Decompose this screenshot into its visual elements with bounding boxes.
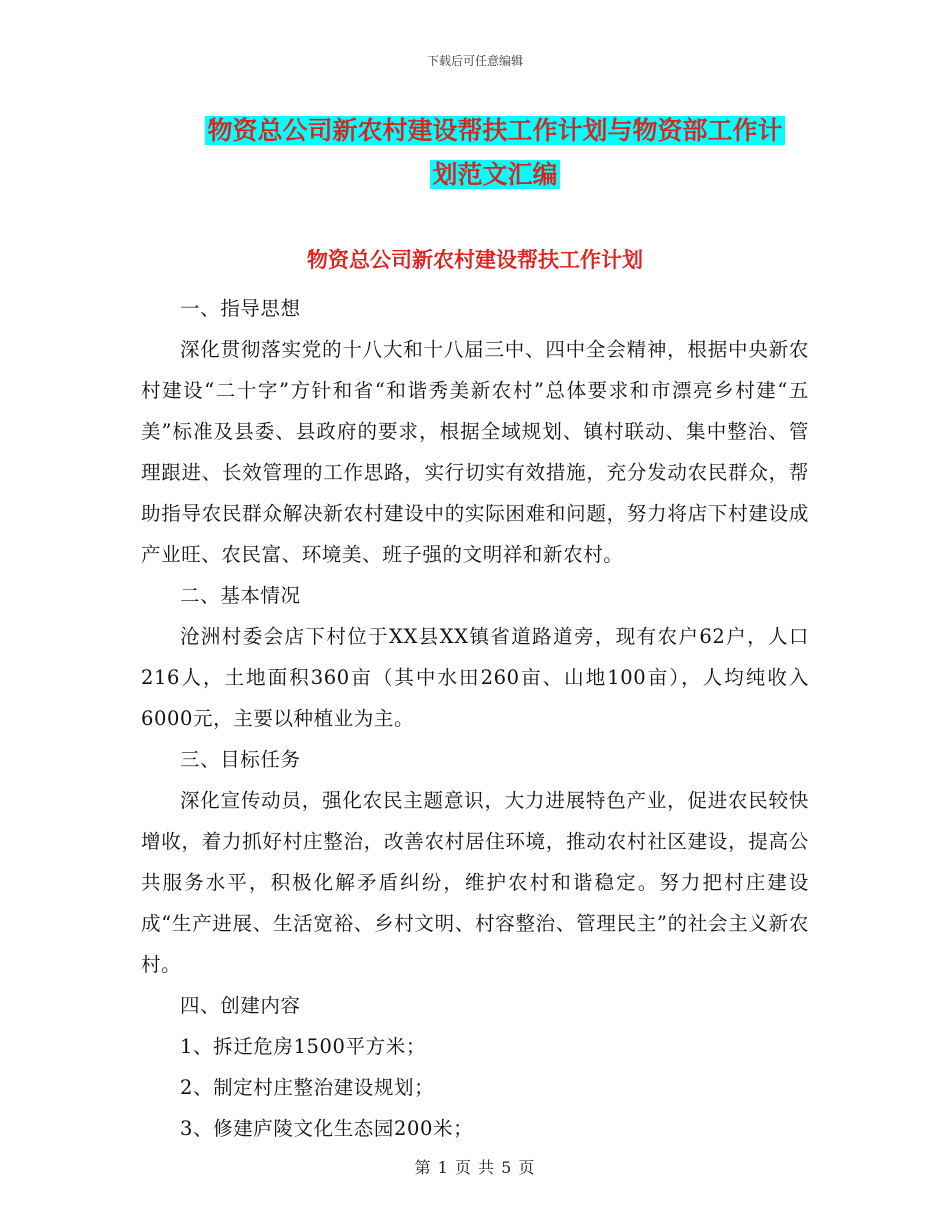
document-body [141, 288, 809, 1149]
title-highlight-1: 物资总公司新农村建设帮扶工作计划与物资部工作计 [207, 116, 783, 145]
paragraph-basic-situation: 沧洲村委会店下村位于XX县XX镇省道路道旁，现有农户62户，人口216人，土地面积360亩（其中水田260亩、山地100亩），人均纯收入6000元，主要以种植业为主。 [141, 625, 809, 730]
list-item: 2、制定村庄整治建设规划； [180, 1076, 435, 1099]
document-title-line-2 [180, 152, 810, 198]
paragraph-goals: 深化宣传动员，强化农民主题意识，大力进展特色产业，促进农民较快增收，着力抓好村庄整治，改善农村居住环境，推动农村社区建设，提高公共服务水平，积极化解矛盾纠纷，维护农村和谐稳定。努力把村庄建设成“生产进展、生活宽裕、乡村文明、村容整治、管理民主”的社会主义新农村。 [141, 789, 809, 976]
heading-basic-situation: 二、基本情况 [180, 584, 301, 607]
list-item: 3、修建庐陵文化生态园200米； [180, 1117, 474, 1140]
heading-content: 四、创建内容 [180, 994, 301, 1017]
heading-guiding-ideology: 一、指导思想 [180, 297, 301, 320]
list-item: 1、拆迁危房1500平方米； [180, 1035, 426, 1058]
paragraph-guiding-ideology: 深化贯彻落实党的十八大和十八届三中、四中全会精神，根据中央新农村建设“二十字”方针和省“和谐秀美新农村”总体要求和市漂亮乡村建“五美”标准及县委、县政府的要求，根据全域规划、镇村联动、集中整治、管理跟进、长效管理的工作思路，实行切实有效措施，充分发动农民群众，帮助指导农民群众解决新农村建设中的实际困难和问题，努力将店下村建设成产业旺、农民富、环境美、班子强的文明祥和新农村。 [141, 338, 809, 566]
section-title: 物资总公司新农村建设帮扶工作计划 [307, 247, 643, 272]
document-title-line-1 [180, 108, 810, 154]
title-highlight-2: 划范文汇编 [432, 160, 558, 189]
header-note: 下载后可任意编辑 [426, 54, 523, 68]
page-footer: 第 1 页 共 5 页 [414, 1158, 536, 1177]
heading-goals: 三、目标任务 [180, 748, 301, 771]
